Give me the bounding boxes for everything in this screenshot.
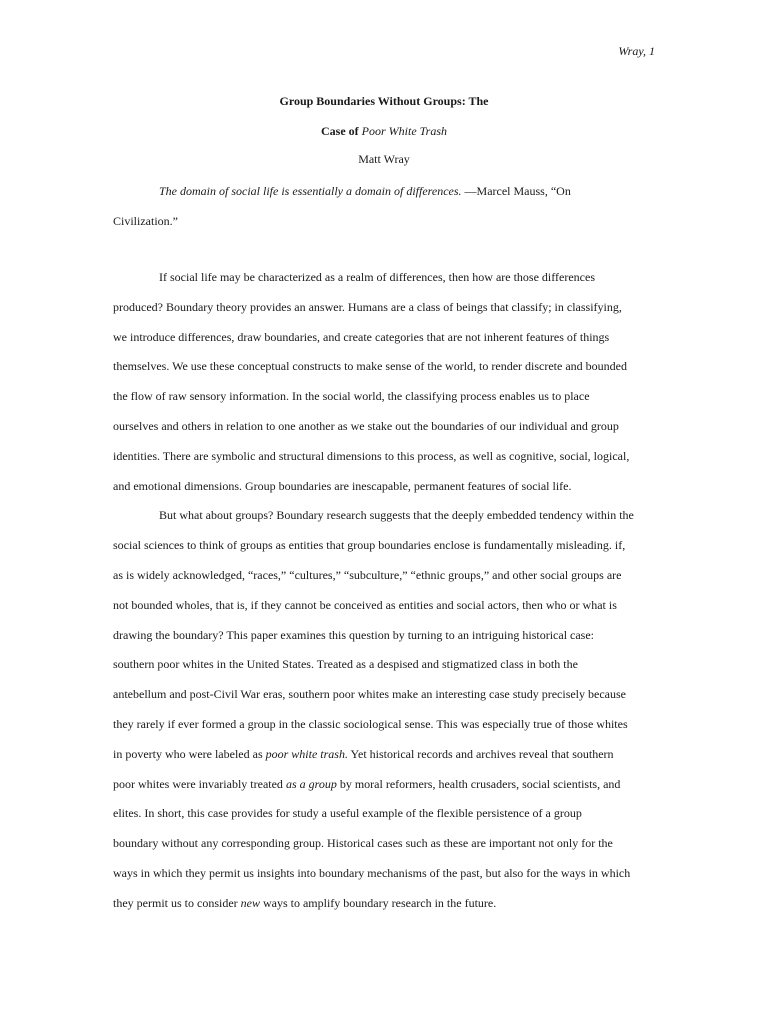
paragraph-2-line: they rarely if ever formed a group in the classic sociological sense. This was especially true of those whites — [113, 716, 628, 731]
italic-phrase: poor white trash. — [265, 746, 348, 761]
author-name: Matt Wray — [358, 152, 410, 166]
epigraph-line-2: Civilization.” — [113, 214, 178, 228]
paragraph-1-line: identities. There are symbolic and structural dimensions to this process, as well as cognitive, social, logical, — [113, 448, 630, 463]
paragraph-1-line: ourselves and others in relation to one another as we stake out the boundaries of our individual and group — [113, 418, 619, 433]
paragraph-2-line — [113, 777, 656, 807]
paragraph-2-line: ways in which they permit us insights into boundary mechanisms of the past, but also for the ways in which — [113, 865, 631, 880]
paragraph-1-line: we introduce differences, draw boundaries, and create categories that are not inherent features of things — [113, 329, 610, 344]
paragraph-2-line: social sciences to think of groups as entities that group boundaries enclose is fundamentally misleading. if, — [113, 538, 626, 553]
paragraph-2-line: elites. In short, this case provides for study a useful example of the flexible persistence of a group — [113, 806, 582, 821]
line-segment: by moral reformers, health crusaders, social scientists, and — [336, 776, 621, 791]
italic-phrase: new — [240, 895, 260, 910]
line-segment: ways to amplify boundary research in the future. — [259, 895, 497, 910]
paragraph-2-line — [113, 747, 656, 777]
paragraph-1-line: the flow of raw sensory information. In the social world, the classifying process enables us to place — [113, 389, 590, 404]
title-line-1: Group Boundaries Without Groups: The — [279, 94, 489, 108]
epigraph-attribution: —Marcel Mauss, “On — [461, 184, 571, 198]
running-head: Wray, 1 — [618, 44, 655, 58]
paragraph-1-line: produced? Boundary theory provides an answer. Humans are a class of beings that classify; in classifying, — [113, 299, 622, 314]
paragraph-2-line — [113, 896, 656, 926]
line-segment: Yet historical records and archives reveal that southern — [347, 746, 614, 761]
epigraph-line-1 — [113, 184, 656, 214]
line-segment: poor whites were invariably treated — [113, 776, 286, 791]
body-text — [113, 270, 656, 926]
paragraph-2-line: southern poor whites in the United States. Treated as a despised and stigmatized class in both the — [113, 657, 578, 672]
paragraph-2-line: antebellum and post-Civil War eras, southern poor whites make an interesting case study precisely because — [113, 687, 626, 702]
italic-phrase: as a group — [285, 776, 337, 791]
paragraph-1-line: and emotional dimensions. Group boundaries are inescapable, permanent features of social life. — [113, 478, 572, 493]
line-segment: in poverty who were labeled as — [113, 746, 266, 761]
paragraph-1-line: If social life may be characterized as a realm of differences, then how are those differences — [159, 270, 596, 284]
epigraph — [113, 184, 656, 244]
title-line-2-prefix: Case of — [320, 124, 362, 138]
paragraph-2-line: not bounded wholes, that is, if they cannot be conceived as entities and social actors, then who or what is — [113, 597, 617, 612]
paragraph-2-line: But what about groups? Boundary research suggests that the deeply embedded tendency within the — [159, 508, 634, 523]
title-line-2-italic: Poor White Trash — [361, 124, 447, 138]
line-segment: they permit us to consider — [113, 895, 241, 910]
epigraph-quote: The domain of social life is essentially a domain of differences. — [159, 184, 462, 198]
paragraph-1-line: themselves. We use these conceptual constructs to make sense of the world, to render discrete and bounded — [113, 359, 627, 374]
paragraph-2-line: as is widely acknowledged, “races,” “cultures,” “subculture,” “ethnic groups,” and other social groups are — [113, 567, 622, 582]
paragraph-2-line: boundary without any corresponding group. Historical cases such as these are important not only for the — [113, 836, 613, 851]
paragraph-2-line: drawing the boundary? This paper examines this question by turning to an intriguing historical case: — [113, 627, 595, 642]
title-line-2 — [0, 124, 768, 139]
